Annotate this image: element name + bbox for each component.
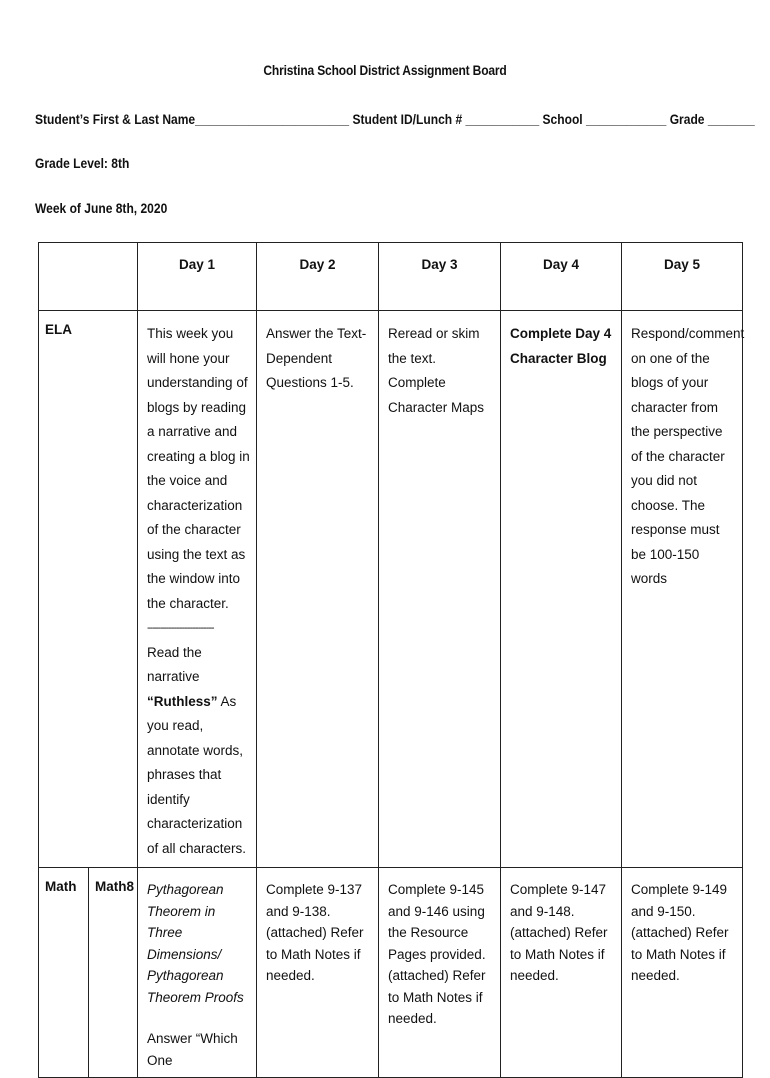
math-day1-topic: Pythagorean Theorem in Three Dimensions/ Pythagorean Theorem Proofs [147,882,244,1005]
math-day1-cell [138,868,257,1078]
math-day2-cell [257,868,379,1078]
day-header: Day 5 [622,243,743,311]
subject-label: ELA [39,311,138,868]
table-header-row [39,243,743,311]
math-day5-cell [622,868,743,1078]
ela-day1-divider: ------------------------- [147,622,214,634]
week-label: Week of June 8th, 2020 [35,200,168,216]
math-day1-extra: Answer “Which One [147,1031,238,1068]
math-day4-text: Complete 9-147 and 9-148. (attached) Refer to Math Notes if needed. [510,882,608,983]
ela-day1-intro: This week you will hone your understanding of blogs by reading a narrative and creating a blog in the voice and characterization of the character using the text as the window into the character. [147,326,250,611]
grade-level: Grade Level: 8th [35,155,130,171]
student-info-line: Student’s First & Last Name_______________________ Student ID/Lunch # ___________ School ____________ Grade _______ [35,111,755,127]
ela-day3-line2: Complete Character Maps [388,375,485,415]
math-day3-cell [379,868,501,1078]
course-label: Math8 [89,868,138,1078]
math-day5-text: Complete 9-149 and 9-150. (attached) Refer to Math Notes if needed. [631,882,729,983]
ela-day1-read-suffix: As you read, annotate words, phrases that identify characterization of all characters. [147,693,247,856]
assignment-table [38,242,743,1078]
ela-day2-text: Answer the Text-Dependent Questions 1-5. [266,326,367,390]
math-day4-cell [501,868,622,1078]
ela-day1-cell [138,311,257,868]
ela-day5-text: Respond/comment on one of the blogs of your character from the perspective of the character you did not choose. The response must be 100-150 words [631,326,745,586]
math-day2-text: Complete 9-137 and 9-138. (attached) Refer to Math Notes if needed. [266,882,364,983]
page-title: Christina School District Assignment Board [263,62,507,78]
subject-label: Math [39,868,89,1078]
ela-day1-read-prefix: Read the narrative [147,644,202,684]
table-row-math [39,868,743,1078]
ela-day1-narrative-title: “Ruthless” [147,693,218,709]
ela-day5-cell [622,311,743,868]
table-row-ela [39,311,743,868]
day-header: Day 1 [138,243,257,311]
ela-day4-text: Complete Day 4 Character Blog [510,326,612,366]
ela-day4-cell [501,311,622,868]
math-day3-text: Complete 9-145 and 9-146 using the Resource Pages provided. (attached) Refer to Math Notes if needed. [388,882,486,1026]
ela-day2-cell [257,311,379,868]
ela-day3-line1: Reread or skim the text. [388,326,480,366]
header-empty-cell [39,243,138,311]
day-header: Day 3 [379,243,501,311]
day-header: Day 2 [257,243,379,311]
day-header: Day 4 [501,243,622,311]
ela-day3-cell [379,311,501,868]
